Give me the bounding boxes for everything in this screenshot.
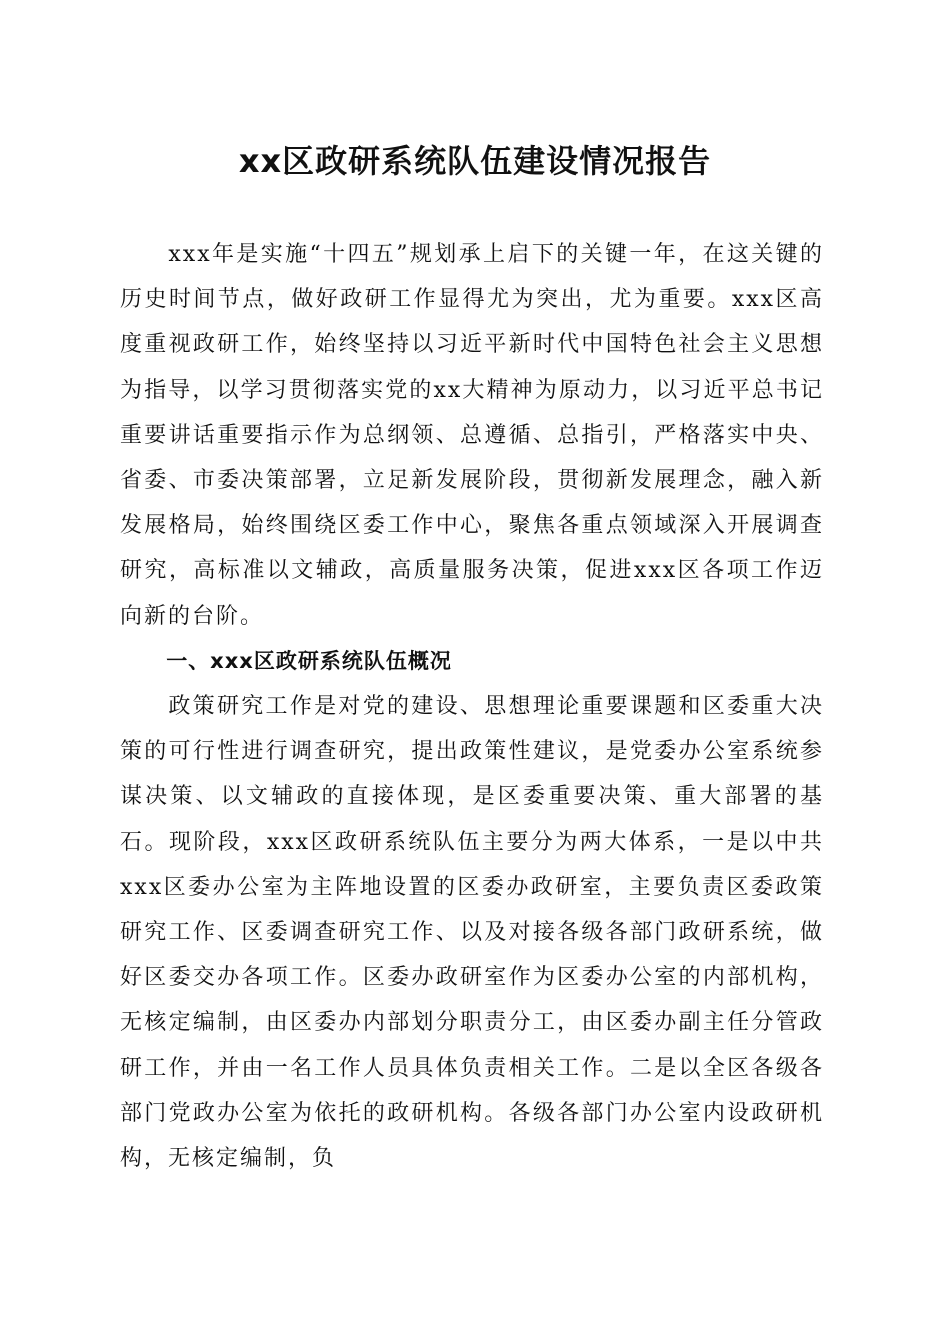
section-heading: 一、xxx区政研系统队伍概况 xyxy=(166,648,452,673)
document-body xyxy=(120,232,824,1181)
section-paragraph: 政策研究工作是对党的建设、思想理论重要课题和区委重大决策的可行性进行调查研究，提出政策性建议，是党委办公室系统参谋决策、以文辅政的直接体现，是区委重要决策、重大部署的基石。现阶段，xxx区政研系统队伍主要分为两大体系，一是以中共xxx区委办公室为主阵地设置的区委办政研室，主要负责区委政策研究工作、区委调查研究工作、以及对接各级各部门政研系统，做好区委交办各项工作。区委办政研室作为区委办公室的内部机构，无核定编制，由区委办内部划分职责分工，由区委办副主任分管政研工作，并由一名工作人员具体负责相关工作。二是以全区各级各部门党政办公室为依托的政研机构。各级各部门办公室内设政研机构，无核定编制，负 xyxy=(120,694,824,1172)
intro-paragraph: xxx年是实施“十四五”规划承上启下的关键一年，在这关键的历史时间节点，做好政研工作显得尤为突出，尤为重要。xxx区高度重视政研工作，始终坚持以习近平新时代中国特色社会主义思想为指导，以学习贯彻落实党的xx大精神为原动力，以习近平总书记重要讲话重要指示作为总纲领、总遵循、总指引，严格落实中央、省委、市委决策部署，立足新发展阶段，贯彻新发展理念，融入新发展格局，始终围绕区委工作中心，聚焦各重点领域深入开展调查研究，高标准以文辅政，高质量服务决策，促进xxx区各项工作迈向新的台阶。 xyxy=(120,242,824,629)
document-title: xx区政研系统队伍建设情况报告 xyxy=(238,142,712,180)
